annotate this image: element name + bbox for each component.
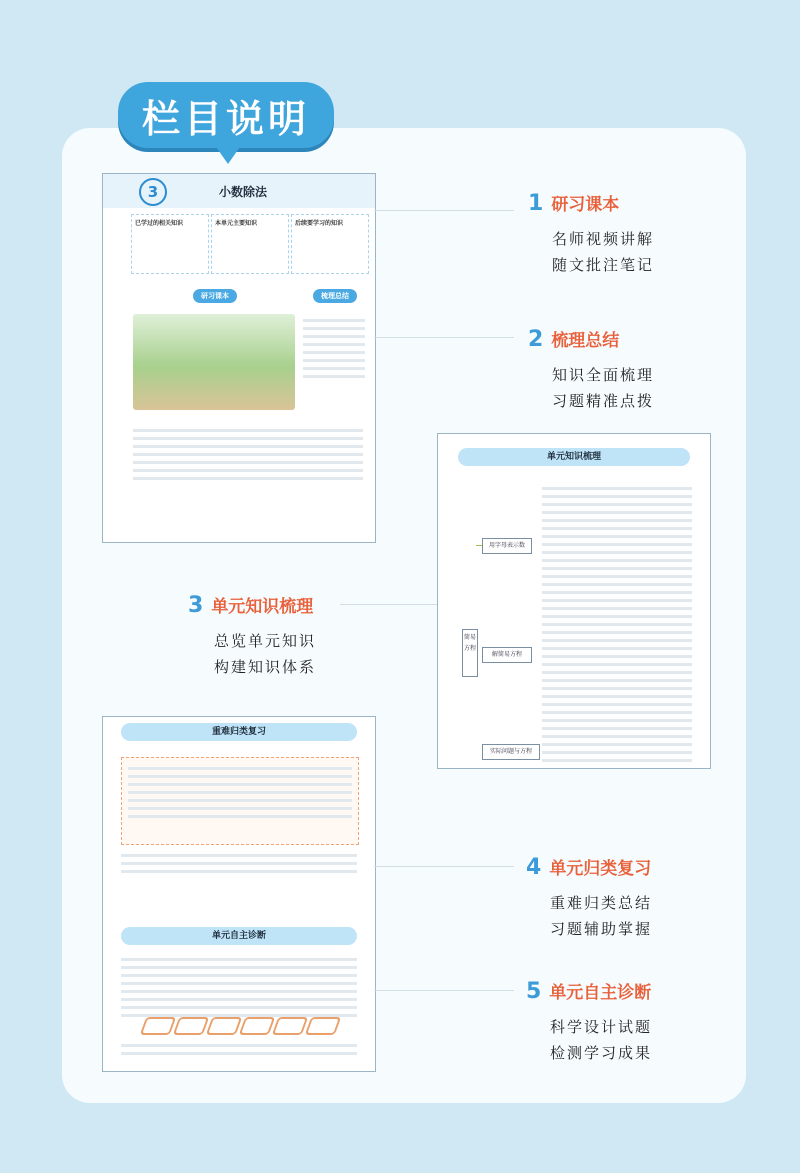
review-questions <box>121 849 357 878</box>
diagnosis-more <box>121 1039 357 1060</box>
section-title: 单元知识梳理 <box>211 597 314 617</box>
section-5 <box>526 978 652 1066</box>
prior-knowledge-title: 已学过的相关知识 <box>135 220 184 227</box>
future-knowledge-box <box>291 214 369 274</box>
section-desc-line: 科学设计试题 <box>550 1018 653 1036</box>
side-notes <box>303 314 365 383</box>
diagnosis-questions <box>121 953 357 1022</box>
section-number: 5 <box>526 979 542 1004</box>
section-desc-line: 名师视频讲解 <box>552 230 655 248</box>
preview-mindmap-page <box>437 433 711 769</box>
section-title: 单元归类复习 <box>549 859 652 879</box>
study-tag: 研习课本 <box>193 289 237 303</box>
section-number: 4 <box>526 855 542 880</box>
hexagon-figures <box>143 1017 341 1039</box>
section-desc-line: 习题精准点拨 <box>552 392 655 410</box>
lesson-number: 3 <box>139 178 167 206</box>
mindmap-connector <box>476 545 482 546</box>
mindmap-branch-3: 实际问题与方程 <box>482 744 540 760</box>
connector-line <box>374 866 514 867</box>
section-desc-line: 随文批注笔记 <box>552 256 655 274</box>
summary-tag: 梳理总结 <box>313 289 357 303</box>
section-desc-line: 构建知识体系 <box>214 658 317 676</box>
review-summary-box <box>121 757 359 845</box>
section-3 <box>188 592 316 680</box>
connector-line <box>374 337 514 338</box>
illustration-image <box>133 314 295 410</box>
header-bubble <box>118 82 334 148</box>
future-knowledge-title: 后续要学习的知识 <box>295 220 344 227</box>
page-title: 栏目说明 <box>141 96 310 141</box>
section-4 <box>526 854 652 942</box>
main-knowledge-title: 本单元主要知识 <box>215 220 258 227</box>
mindmap-details <box>542 482 692 767</box>
connector-line <box>340 604 437 605</box>
lesson-title: 小数除法 <box>219 184 268 199</box>
section-title: 梳理总结 <box>551 331 620 351</box>
lesson-title-bar <box>103 174 375 208</box>
preview-review-page <box>102 716 376 1072</box>
diagnosis-title: 单元自主诊断 <box>121 927 357 945</box>
section-title: 研习课本 <box>551 195 620 215</box>
mindmap-branch-1: 用字母表示数 <box>482 538 532 554</box>
section-number: 2 <box>528 327 544 352</box>
prior-knowledge-box <box>131 214 209 274</box>
section-desc-line: 知识全面梳理 <box>552 366 655 384</box>
section-number: 3 <box>188 593 204 618</box>
section-1 <box>528 190 654 278</box>
connector-line <box>374 990 514 991</box>
review-title: 重难归类复习 <box>121 723 357 741</box>
main-knowledge-box <box>211 214 289 274</box>
section-desc-line: 习题辅助掌握 <box>550 920 653 938</box>
connector-line <box>374 210 514 211</box>
section-title: 单元自主诊断 <box>549 983 652 1003</box>
exercise-lines <box>133 424 363 485</box>
preview-lesson-page <box>102 173 376 543</box>
section-2 <box>528 326 654 414</box>
section-desc-line: 总览单元知识 <box>214 632 317 650</box>
mindmap-title: 单元知识梳理 <box>458 448 690 466</box>
section-desc-line: 检测学习成果 <box>550 1044 653 1062</box>
mindmap-branch-2: 解简易方程 <box>482 647 532 663</box>
section-desc-line: 重难归类总结 <box>550 894 653 912</box>
mindmap-root: 简易方程 <box>462 629 478 677</box>
section-number: 1 <box>528 191 544 216</box>
